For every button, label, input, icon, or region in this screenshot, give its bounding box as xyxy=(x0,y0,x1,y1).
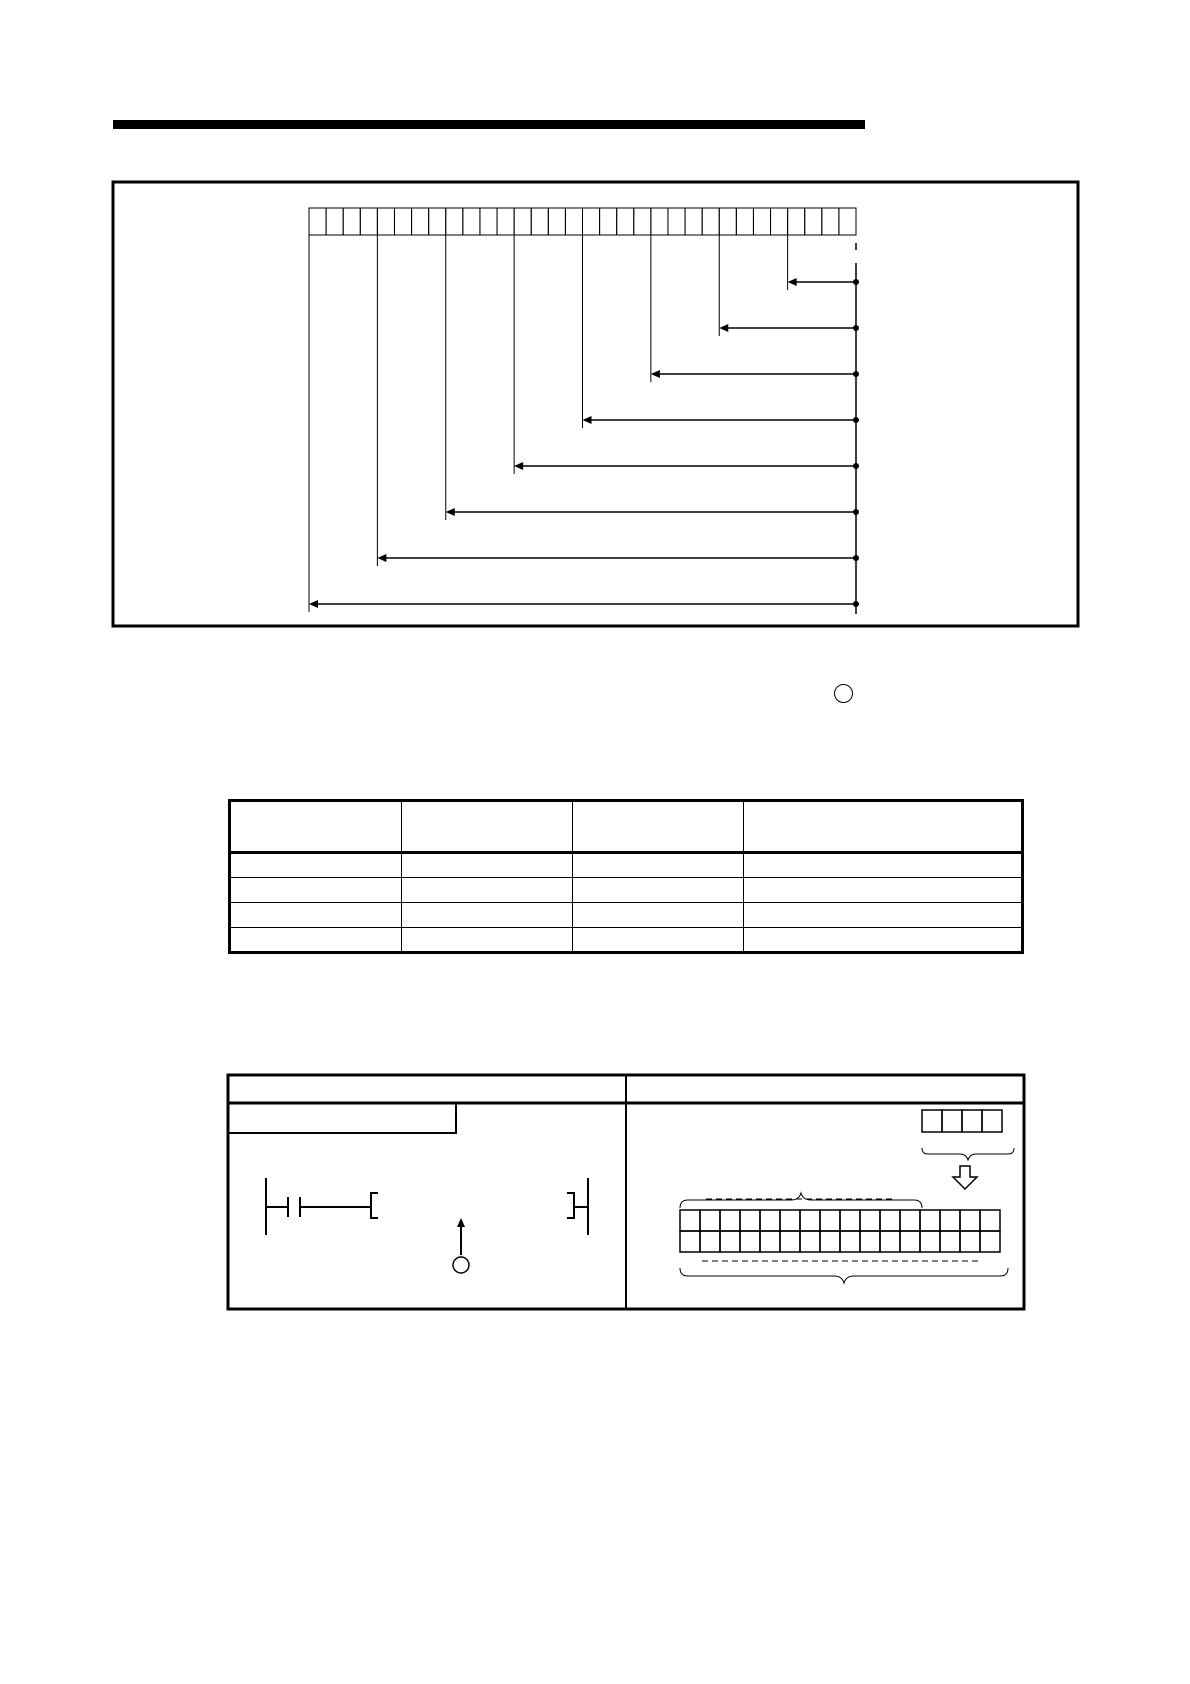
device-table-header xyxy=(230,801,1023,853)
program-example-table xyxy=(226,1073,1026,1313)
range-origin-dot xyxy=(853,463,859,469)
table-cell xyxy=(230,928,402,953)
bit-cell xyxy=(463,208,480,235)
table-row xyxy=(230,853,1023,878)
result-cell xyxy=(980,1231,1000,1252)
bit-cell xyxy=(634,208,651,235)
result-cell xyxy=(800,1210,820,1231)
table-cell xyxy=(573,878,744,903)
bit-cell xyxy=(771,208,788,235)
source-cell xyxy=(922,1110,942,1132)
table-cell xyxy=(744,853,1023,878)
ladder-program xyxy=(266,1178,588,1255)
diagram-frame xyxy=(113,182,1078,626)
result-cell xyxy=(700,1231,720,1252)
bit-cells-row xyxy=(309,208,856,235)
instruction-open-bracket xyxy=(371,1193,378,1218)
table-cell xyxy=(744,878,1023,903)
range-origin-dot xyxy=(853,601,859,607)
result-cell xyxy=(900,1231,920,1252)
table-row xyxy=(230,878,1023,903)
bit-range-diagram xyxy=(112,180,1080,631)
result-cell xyxy=(940,1231,960,1252)
result-cell xyxy=(700,1210,720,1231)
range-arrowhead xyxy=(514,462,523,470)
result-cell xyxy=(740,1231,760,1252)
table-cell xyxy=(573,853,744,878)
bit-cell xyxy=(565,208,582,235)
bit-cell xyxy=(805,208,822,235)
header-cell xyxy=(230,801,402,853)
bit-cell xyxy=(719,208,736,235)
table-cell xyxy=(402,853,573,878)
result-cell xyxy=(920,1231,940,1252)
header-rule xyxy=(113,120,865,129)
bit-cell xyxy=(480,208,497,235)
bit-cell xyxy=(360,208,377,235)
range-origin-dot xyxy=(853,417,859,423)
bit-cell xyxy=(343,208,360,235)
result-cell xyxy=(860,1231,880,1252)
result-cell xyxy=(760,1231,780,1252)
table-cell xyxy=(402,878,573,903)
table-cell xyxy=(573,928,744,953)
result-cell xyxy=(840,1210,860,1231)
result-cell xyxy=(900,1210,920,1231)
header-cell xyxy=(744,801,1023,853)
source-cell xyxy=(982,1110,1002,1132)
header-cell xyxy=(573,801,744,853)
device-table xyxy=(228,799,1024,954)
table-cell xyxy=(744,928,1023,953)
result-cell xyxy=(860,1210,880,1231)
bit-range-arrows xyxy=(309,235,859,614)
result-cell xyxy=(920,1210,940,1231)
bit-cell xyxy=(412,208,429,235)
table-cell xyxy=(402,928,573,953)
range-arrowhead xyxy=(719,324,728,332)
result-cell xyxy=(720,1231,740,1252)
result-cell xyxy=(960,1210,980,1231)
source-cells xyxy=(922,1110,1002,1132)
bit-cell xyxy=(736,208,753,235)
source-cell xyxy=(962,1110,982,1132)
bit-cell xyxy=(497,208,514,235)
instruction-close-bracket xyxy=(567,1193,574,1218)
circle-marker xyxy=(834,684,853,703)
bit-cell xyxy=(839,208,856,235)
result-cells xyxy=(680,1210,1000,1252)
result-cell xyxy=(740,1210,760,1231)
bit-cell xyxy=(531,208,548,235)
pointer-circle-marker xyxy=(453,1257,469,1273)
bit-cell xyxy=(788,208,805,235)
result-cell xyxy=(800,1231,820,1252)
result-bottom-brace xyxy=(680,1268,1008,1283)
bit-cell xyxy=(617,208,634,235)
bit-cell xyxy=(668,208,685,235)
result-cell xyxy=(760,1210,780,1231)
result-cell xyxy=(820,1210,840,1231)
bit-cell xyxy=(309,208,326,235)
bit-cell xyxy=(377,208,394,235)
pointer-arrow-head xyxy=(457,1218,465,1227)
range-origin-dot xyxy=(853,555,859,561)
result-cell xyxy=(680,1210,700,1231)
table-row xyxy=(230,903,1023,928)
table-cell xyxy=(230,903,402,928)
result-cell xyxy=(780,1210,800,1231)
result-cell xyxy=(940,1210,960,1231)
range-arrowhead xyxy=(583,416,592,424)
bit-cell xyxy=(600,208,617,235)
range-origin-dot xyxy=(853,371,859,377)
bit-cell xyxy=(753,208,770,235)
bit-cell xyxy=(446,208,463,235)
bit-cell xyxy=(326,208,343,235)
range-arrowhead xyxy=(788,278,797,286)
range-origin-dot xyxy=(853,509,859,515)
table-cell xyxy=(230,878,402,903)
bit-cell xyxy=(651,208,668,235)
bit-cell xyxy=(685,208,702,235)
result-cell xyxy=(980,1210,1000,1231)
result-cell xyxy=(780,1231,800,1252)
result-cell xyxy=(880,1210,900,1231)
result-cell xyxy=(840,1231,860,1252)
bit-cell xyxy=(429,208,446,235)
result-cell xyxy=(720,1210,740,1231)
program-label-box xyxy=(228,1103,456,1133)
bit-cell xyxy=(548,208,565,235)
result-top-brace xyxy=(680,1193,922,1208)
table-cell xyxy=(744,903,1023,928)
source-cell xyxy=(942,1110,962,1132)
bit-cell xyxy=(394,208,411,235)
header-cell xyxy=(402,801,573,853)
result-cell xyxy=(820,1231,840,1252)
result-cell xyxy=(960,1231,980,1252)
range-arrowhead xyxy=(309,600,318,608)
result-cell xyxy=(680,1231,700,1252)
bit-cell xyxy=(822,208,839,235)
table-row xyxy=(230,928,1023,953)
bit-cell xyxy=(583,208,600,235)
range-origin-dot xyxy=(853,279,859,285)
source-brace xyxy=(922,1148,1014,1160)
range-origin-dot xyxy=(853,325,859,331)
table-cell xyxy=(573,903,744,928)
range-arrowhead xyxy=(446,508,455,516)
range-arrowhead xyxy=(377,554,386,562)
result-cell xyxy=(880,1231,900,1252)
table-cell xyxy=(402,903,573,928)
bit-cell xyxy=(702,208,719,235)
bit-cell xyxy=(514,208,531,235)
range-arrowhead xyxy=(651,370,660,378)
table-cell xyxy=(230,853,402,878)
transfer-arrow-icon xyxy=(953,1166,977,1189)
